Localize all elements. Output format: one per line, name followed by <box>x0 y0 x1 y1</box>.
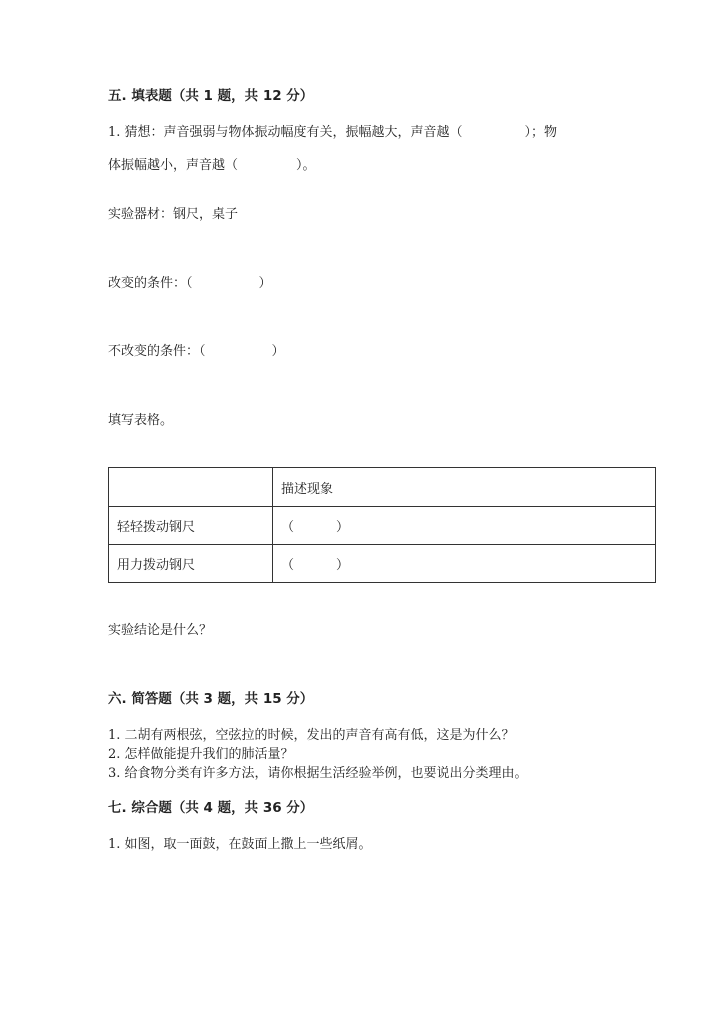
changed-condition-line <box>108 277 272 290</box>
question-1-line-2-end: ）。 <box>296 158 316 173</box>
table-row <box>109 507 656 545</box>
short-answer-question-3: 3. 给食物分类有许多方法，请你根据生活经验举例，也要说出分类理由。 <box>108 766 528 781</box>
section-5-heading: 五. 填表题（共 1 题，共 12 分） <box>108 88 314 104</box>
materials-line: 实验器材：钢尺，桌子 <box>108 207 239 222</box>
short-answer-question-2: 2. 怎样做能提升我们的肺活量？ <box>108 747 294 762</box>
section-7-heading: 七. 综合题（共 4 题，共 36 分） <box>108 800 314 816</box>
table-row-answer-strong[interactable] <box>273 545 656 583</box>
short-answer-question-1: 1. 二胡有两根弦，空弦拉的时候，发出的声音有高有低，这是为什么？ <box>108 728 515 743</box>
table-header-empty-cell <box>109 468 273 507</box>
table-row-action-strong: 用力拨动钢尺 <box>109 545 273 583</box>
question-1-line-2 <box>108 159 316 172</box>
observation-table <box>108 467 656 583</box>
conclusion-question: 实验结论是什么？ <box>108 623 213 638</box>
table-row-answer-gentle[interactable] <box>273 507 656 545</box>
paren-open: （ <box>281 520 295 535</box>
section-6-heading: 六. 简答题（共 3 题，共 15 分） <box>108 691 314 707</box>
paren-close: ） <box>336 558 350 573</box>
question-1-line-1-text: 1. 猜想：声音强弱与物体振动幅度有关，振幅越大，声音越（ <box>108 125 463 140</box>
paren-open: （ <box>281 558 295 573</box>
table-header-phenomenon: 描述现象 <box>273 468 656 507</box>
unchanged-condition-close: ） <box>271 344 285 359</box>
unchanged-condition-line <box>108 345 285 358</box>
question-1-line-1 <box>108 126 557 139</box>
unchanged-condition-label: 不改变的条件：（ <box>108 344 206 359</box>
table-row <box>109 545 656 583</box>
changed-condition-close: ） <box>258 276 272 291</box>
comprehensive-question-1: 1. 如图，取一面鼓，在鼓面上撒上一些纸屑。 <box>108 837 372 852</box>
fill-table-instruction: 填写表格。 <box>108 413 174 428</box>
table-header-row <box>109 468 656 507</box>
changed-condition-label: 改变的条件：（ <box>108 276 193 291</box>
question-1-line-2-text: 体振幅越小，声音越（ <box>108 158 239 173</box>
paren-close: ） <box>336 520 350 535</box>
table-row-action-gentle: 轻轻拨动钢尺 <box>109 507 273 545</box>
question-1-line-1-end: ）；物 <box>524 125 558 140</box>
